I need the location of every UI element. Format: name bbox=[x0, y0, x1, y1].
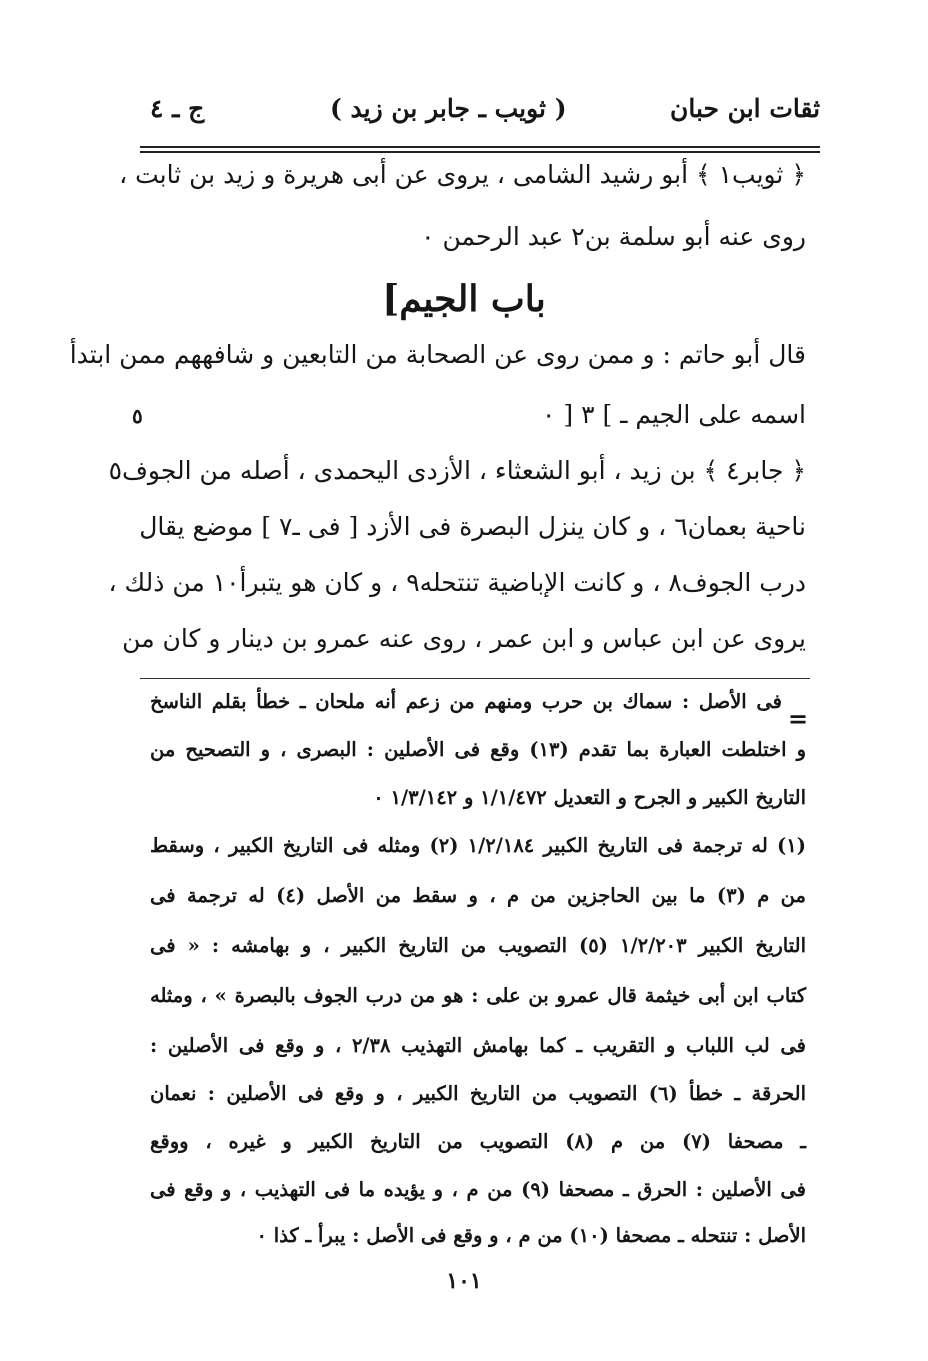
page-number: ١٠١ bbox=[446, 1268, 482, 1294]
body-line: درب الجوف٨ ، و كانت الإباضية تنتحله٩ ، و كان هو يتبرأ١٠ من ذلك ، bbox=[108, 568, 806, 597]
footnote-line: فى الأصلين : الحرق ـ مصحفا (٩) من م ، و يؤيده ما فى التهذيب ، و وقع فى bbox=[150, 1178, 806, 1201]
body-line: اسمه على الجيم ـ ] ٣ [ ٠ bbox=[541, 400, 806, 429]
body-line: ﴿ جابر٤ ﴾ بن زيد ، أبو الشعثاء ، الأزدى اليحمدى ، أصله من الجوف٥ bbox=[108, 456, 806, 485]
continuation-mark: = bbox=[788, 704, 809, 733]
footnote-line: فى لب اللباب و التقريب ـ كما بهامش التهذيب ٢/٣٨ ، و وقع فى الأصلين : bbox=[150, 1034, 806, 1057]
body-line: يروى عن ابن عباس و ابن عمر ، روى عنه عمرو بن دينار و كان من bbox=[122, 624, 806, 653]
margin-line-number: ٥ bbox=[132, 404, 143, 428]
footnote-line: التاريخ الكبير و الجرح و التعديل ١/١/٤٧٢ و ١/٣/١٤٢ ٠ bbox=[373, 786, 806, 809]
footnote-line: (١) له ترجمة فى التاريخ الكبير ١/٢/١٨٤ (٢) ومثله فى التاريخ الكبير ، وسقط bbox=[150, 834, 806, 857]
footnote-line: ـ مصحفا (٧) من م (٨) التصويب من التاريخ الكبير و غيره ، ووقع bbox=[150, 1130, 807, 1153]
footnote-line: التاريخ الكبير ١/٢/٢٠٣ (٥) التصويب من التاريخ الكبير ، و بهامشه : « فى bbox=[150, 934, 806, 957]
chapter-heading: [باب الجيم bbox=[382, 278, 546, 320]
body-line: ﴿ ثويب١ ﴾ أبو رشيد الشامى ، يروى عن أبى هريرة و زيد بن ثابت ، bbox=[119, 160, 806, 189]
body-line: روى عنه أبو سلمة بن٢ عبد الرحمن ٠ bbox=[421, 222, 806, 251]
header-section-range: ( ثويب ـ جابر بن زيد ) bbox=[330, 94, 567, 123]
body-line: قال أبو حاتم : و ممن روى عن الصحابة من التابعين و شافههم ممن ابتدأ bbox=[69, 340, 806, 369]
header-rule-top bbox=[140, 146, 820, 148]
footnote-line: الأصل : تنتحله ـ مصحفا (١٠) من م ، و وقع فى الأصل : يبرأ ـ كذا ٠ bbox=[256, 1224, 806, 1247]
header-book-title: ثقات ابن حبان bbox=[670, 94, 821, 123]
header-volume: ج ـ ٤ bbox=[150, 94, 205, 123]
footnote-separator bbox=[140, 678, 810, 679]
header-rule-bottom bbox=[140, 151, 820, 153]
footnote-line: كتاب ابن أبى خيثمة قال عمرو بن على : هو من درب الجوف بالبصرة » ، ومثله bbox=[150, 984, 806, 1007]
footnote-line: فى الأصل : سماك بن حرب ومنهم من زعم أنه ملحان ـ خطأ بقلم الناسخ bbox=[150, 690, 782, 713]
footnote-line: و اختلطت العبارة بما تقدم (١٣) وقع فى الأصلين : البصرى ، و التصحيح من bbox=[150, 738, 806, 761]
footnote-line: من م (٣) ما بين الحاجزين من م ، و سقط من الأصل (٤) له ترجمة فى bbox=[150, 884, 806, 907]
footnote-line: الحرقة ـ خطأ (٦) التصويب من التاريخ الكبير ، و وقع فى الأصلين : نعمان bbox=[150, 1082, 806, 1105]
body-line: ناحية بعمان٦ ، و كان ينزل البصرة فى الأزد [ فى ـ٧ ] موضع يقال bbox=[139, 512, 806, 541]
